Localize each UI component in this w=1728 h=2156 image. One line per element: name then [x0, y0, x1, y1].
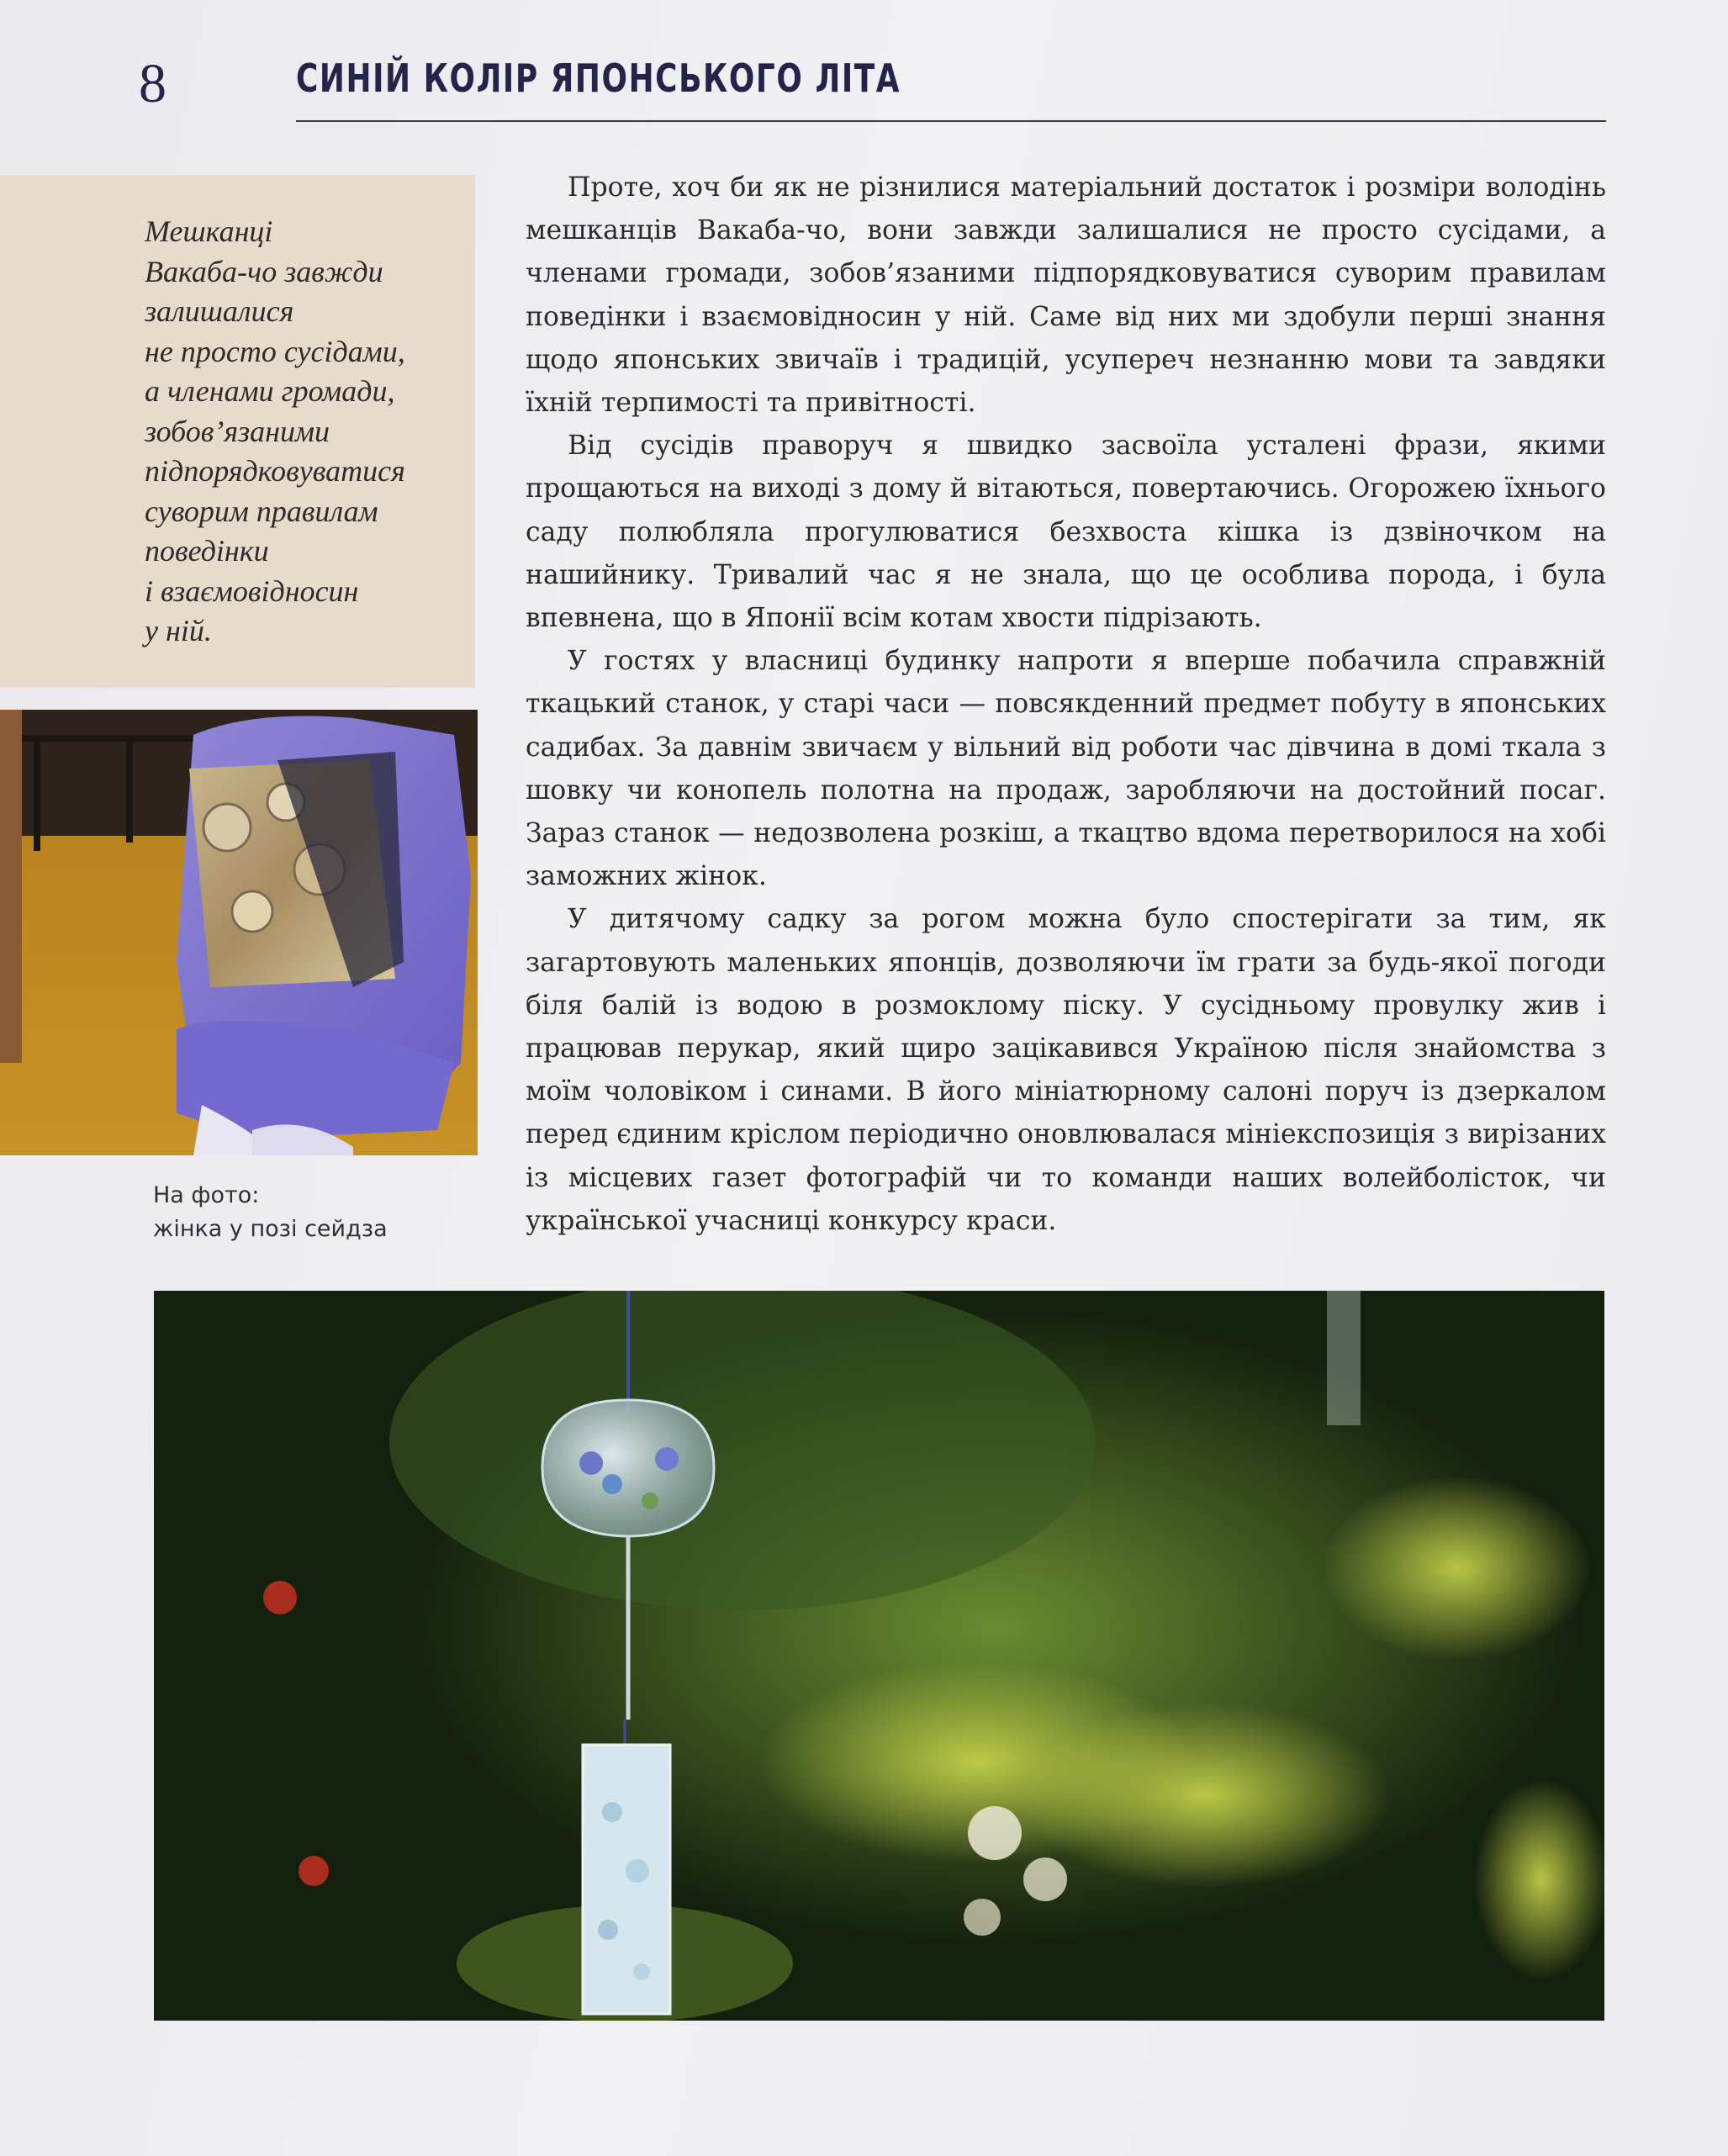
body-paragraph: Проте, хоч би як не різнилися матеріальний достаток і розміри володінь мешканців Вакаба-чо, вони завжди залишалися не просто сусідами, а членами громади, зобов’язаними підпорядковуватися суворим правилам поведінки і взаємовідносин у ній. Саме від них ми здобули перші знання щодо японських звичаїв і традицій, усупереч незнанню мови та завдяки їхній терпимості та привітності. — [526, 172, 1606, 419]
photo-caption — [153, 1179, 473, 1246]
header-divider — [296, 120, 1606, 122]
body-text — [526, 166, 1606, 1243]
wind-chime-illustration — [154, 1291, 1604, 2021]
photo-caption-label: На фото: — [153, 1182, 260, 1208]
photo-wind-chime — [154, 1291, 1604, 2021]
kimono-woman-illustration — [0, 710, 478, 1155]
body-paragraph: У дитячому садку за рогом можна було спостерігати за тим, як загартовують маленьких японців, дозволяючи їм грати за будь-якої погоди біля балій із водою в розмоклому піску. У сусідньому провулку жив і працював перукар, який щиро зацікавився Україною після знайомства з моїм чоловіком і синами. В його мініатюрному салоні поруч із дзеркалом перед єдиним кріслом періодично оновлювалася мініекспозиція з вирізаних із місцевих газет фотографій чи то команди наших волейболісток, чи української учасниці конкурсу краси. — [526, 904, 1606, 1236]
page-number: 8 — [139, 53, 166, 114]
running-title: СИНІЙ КОЛІР ЯПОНСЬКОГО ЛІТА — [296, 55, 901, 101]
body-paragraph: У гостях у власниці будинку напроти я вперше побачила справжній ткацький станок, у старі часи — повсякденний предмет побуту в японських садибах. За давнім звичаєм у вільний від роботи час дівчина в домі ткала з шовку чи конопель полотна на продаж, заробляючи на достойний посаг. Зараз станок — недозволена розкіш, а ткацтво вдома перетворилося на хобі заможних жінок. — [526, 646, 1606, 892]
body-paragraph: Від сусідів праворуч я швидко засвоїла усталені фрази, якими прощаються на виході з дому й вітаються, повертаючись. Огорожею їхнього саду полюбляла прогулюватися безхвоста кішка із дзвіночком на нашийнику. Тривалий час я не знала, що це особлива порода, і була впевнена, що в Японії всім котам хвости підрізають. — [526, 431, 1606, 634]
photo-woman-seiza — [0, 710, 478, 1155]
pull-quote-text: Мешканці Вакаба-чо завжди залишалися не просто сусідами, а членами громади, зобов’язаними підпорядковуватися суворим правилам поведінки і взаємовідносин у ній. — [145, 214, 405, 647]
photo-caption-text: жінка у позі сейдза — [153, 1216, 388, 1242]
